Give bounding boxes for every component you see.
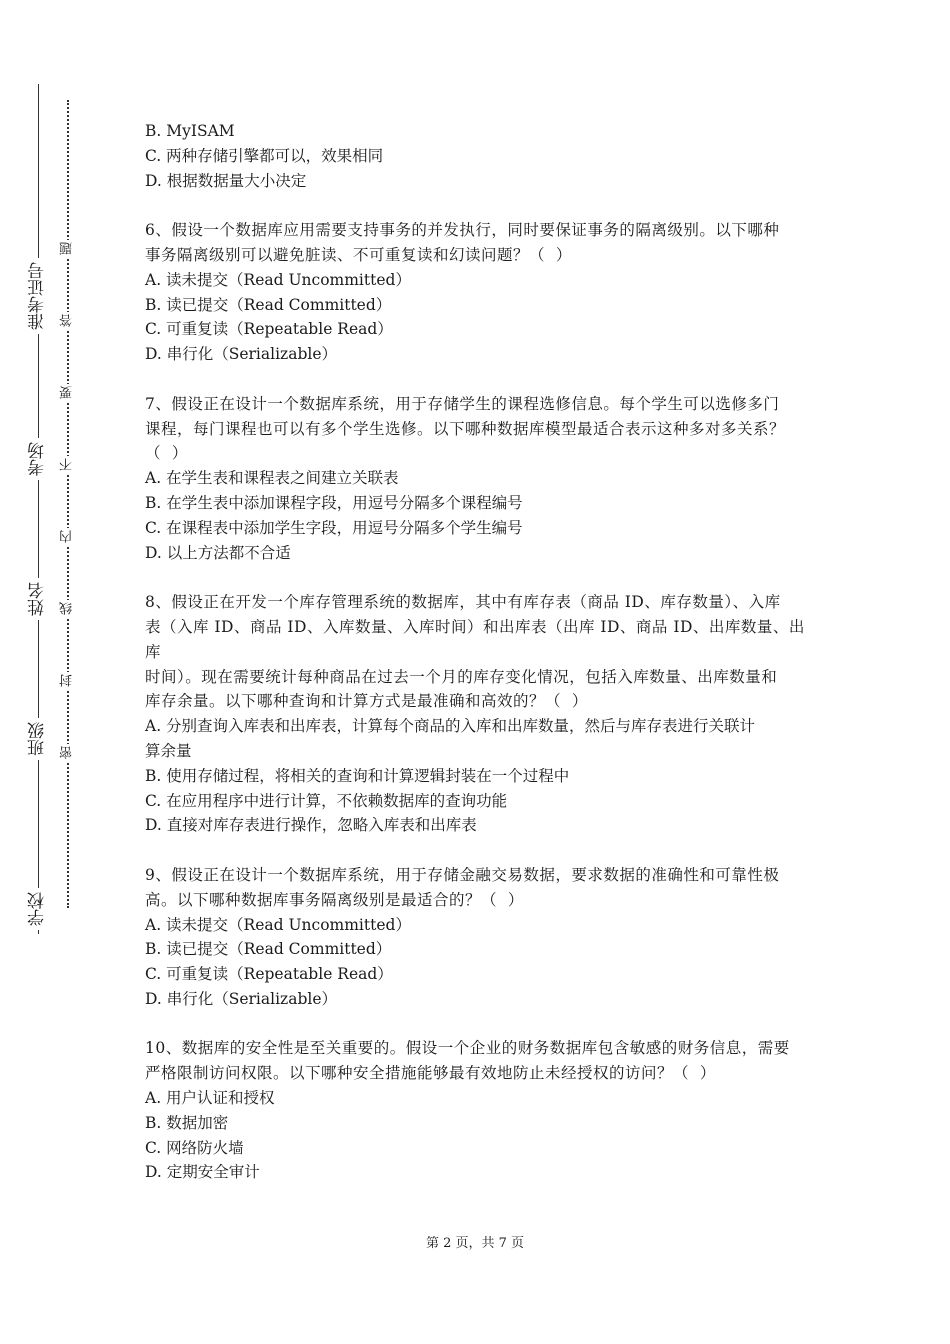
option-line: A. 分别查询入库表和出库表，计算每个商品的入库和出库数量，然后与库存表进行关联计 bbox=[145, 717, 756, 736]
question-7 bbox=[145, 392, 810, 566]
question-text: 时间）。现在需要统计每种商品在过去一个月的库存变化情况，包括入库数量、出库数量和 bbox=[145, 667, 778, 686]
option-line: D. 串行化（Serializable） bbox=[145, 345, 338, 364]
option-line: D. 直接对库存表进行操作，忽略入库表和出库表 bbox=[145, 816, 477, 835]
seal-char: 内 bbox=[58, 528, 78, 545]
question-content bbox=[145, 119, 810, 1185]
option-line: C. 在课程表中添加学生字段，用逗号分隔多个学生编号 bbox=[145, 518, 523, 537]
option-line: B. MyISAM bbox=[145, 122, 235, 140]
page-footer: 第 2 页，共 7 页 bbox=[425, 1236, 525, 1251]
question-text: （ ） bbox=[145, 444, 188, 463]
option-line: D. 以上方法都不合适 bbox=[145, 543, 291, 562]
option-line: 算余量 bbox=[145, 741, 192, 760]
option-line: C. 可重复读（Repeatable Read） bbox=[145, 965, 393, 984]
question-text: 库存余量。以下哪种查询和计算方式是最准确和高效的？（ ） bbox=[145, 692, 588, 711]
question-text: 6、假设一个数据库应用需要支持事务的并发执行，同时要保证事务的隔离级别。以下哪种 bbox=[145, 221, 780, 240]
label-name: 姓名 bbox=[23, 578, 53, 620]
question-text: 9、假设正在设计一个数据库系统，用于存储金融交易数据，要求数据的准确性和可靠性极 bbox=[145, 865, 780, 884]
seal-char: 线 bbox=[58, 600, 78, 617]
seal-char: 封 bbox=[58, 672, 78, 689]
seal-char: 密 bbox=[58, 744, 78, 761]
option-line: D. 串行化（Serializable） bbox=[145, 989, 338, 1008]
option-line: A. 用户认证和授权 bbox=[145, 1089, 275, 1108]
option-line: B. 使用存储过程，将相关的查询和计算逻辑封装在一个过程中 bbox=[145, 766, 570, 785]
seal-char: 题 bbox=[58, 240, 78, 257]
label-exam-room: 考场 bbox=[23, 438, 53, 480]
option-line: A. 读未提交（Read Uncommitted） bbox=[145, 915, 411, 934]
question-9 bbox=[145, 863, 810, 1012]
question-text: 课程，每门课程也可以有多个学生选修。以下哪种数据库模型最适合表示这种多对多关系？ bbox=[145, 419, 786, 438]
option-line: C. 两种存储引擎都可以，效果相同 bbox=[145, 146, 384, 165]
continued-options bbox=[145, 119, 810, 193]
label-class: 班级 bbox=[23, 718, 53, 760]
question-text: 7、假设正在设计一个数据库系统，用于存储学生的课程选修信息。每个学生可以选修多门 bbox=[145, 394, 780, 413]
question-text: 10、数据库的安全性是至关重要的。假设一个企业的财务数据库包含敏感的财务信息，需要 bbox=[145, 1039, 790, 1058]
binding-solid-line bbox=[38, 84, 39, 934]
label-school: 学校 bbox=[23, 888, 53, 930]
option-line: A. 在学生表和课程表之间建立关联表 bbox=[145, 469, 399, 488]
option-line: A. 读未提交（Read Uncommitted） bbox=[145, 270, 411, 289]
question-text: 表（入库 ID、商品 ID、入库数量、入库时间）和出库表（出库 ID、商品 ID、出库数量、出库 bbox=[145, 617, 805, 661]
question-10 bbox=[145, 1036, 810, 1185]
option-line: B. 读已提交（Read Committed） bbox=[145, 295, 392, 314]
option-line: C. 在应用程序中进行计算，不依赖数据库的查询功能 bbox=[145, 791, 508, 810]
question-text: 事务隔离级别可以避免脏读、不可重复读和幻读问题？（ ） bbox=[145, 245, 572, 264]
label-exam-number: 准考证号 bbox=[23, 258, 53, 334]
option-line: B. 读已提交（Read Committed） bbox=[145, 940, 392, 959]
binding-margin bbox=[0, 0, 100, 1344]
option-line: B. 在学生表中添加课程字段，用逗号分隔多个课程编号 bbox=[145, 493, 523, 512]
question-text: 严格限制访问权限。以下哪种安全措施能够最有效地防止未经授权的访问？（ ） bbox=[145, 1064, 716, 1083]
binding-dotted-line bbox=[67, 100, 69, 908]
question-6 bbox=[145, 218, 810, 367]
seal-char: 答 bbox=[58, 312, 78, 329]
option-line: C. 可重复读（Repeatable Read） bbox=[145, 320, 393, 339]
question-text: 高。以下哪种数据库事务隔离级别是最适合的？（ ） bbox=[145, 890, 524, 909]
question-text: 8、假设正在开发一个库存管理系统的数据库，其中有库存表（商品 ID、库存数量）、入库 bbox=[145, 593, 781, 612]
option-line: D. 定期安全审计 bbox=[145, 1163, 260, 1182]
seal-char: 要 bbox=[58, 384, 78, 401]
option-line: D. 根据数据量大小决定 bbox=[145, 171, 307, 190]
option-line: C. 网络防火墙 bbox=[145, 1138, 244, 1157]
question-8 bbox=[145, 590, 810, 838]
seal-char: 不 bbox=[58, 456, 78, 473]
option-line: B. 数据加密 bbox=[145, 1113, 229, 1132]
